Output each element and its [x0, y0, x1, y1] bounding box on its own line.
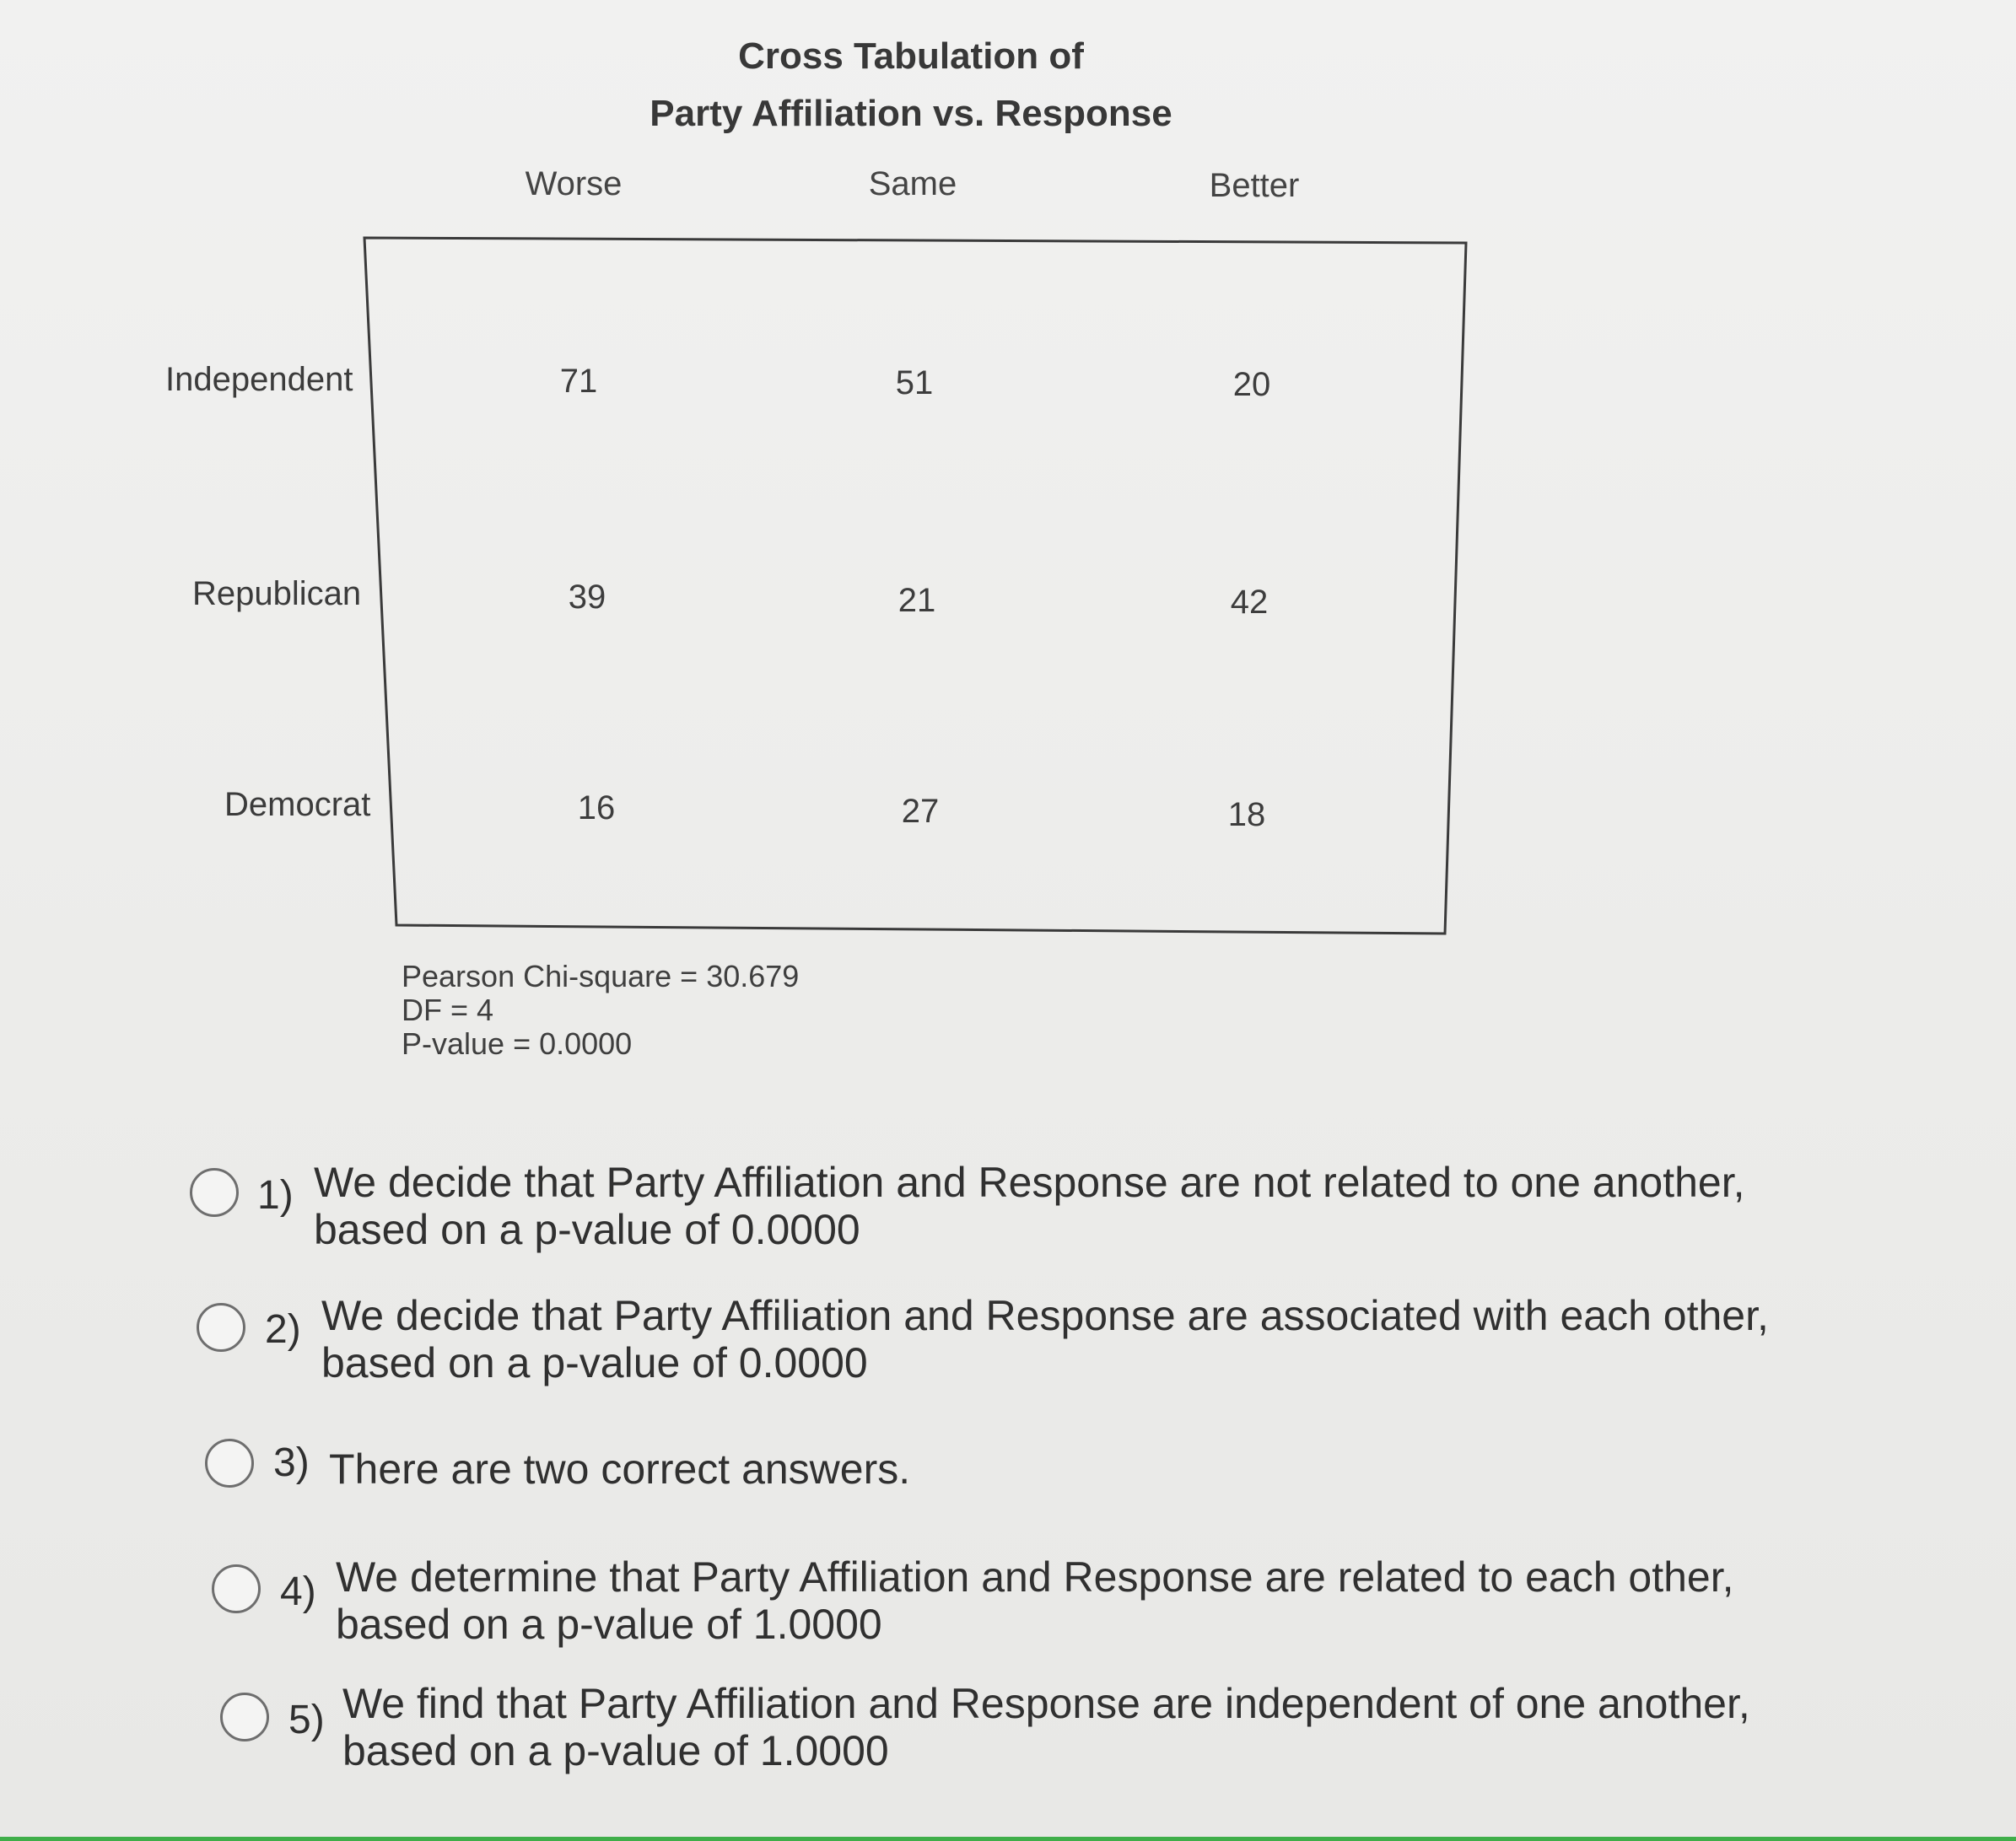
table-title-line-2: Party Affiliation vs. Response	[650, 93, 1172, 134]
option-number: 4)	[280, 1569, 316, 1614]
radio-button-option-1[interactable]	[190, 1168, 239, 1217]
cell-democrat-worse: 16	[577, 789, 616, 826]
p-value: P-value = 0.0000	[402, 1026, 633, 1061]
column-header-same: Same	[868, 165, 957, 202]
option-text: There are two correct answers.	[329, 1445, 911, 1493]
option-text: We find that Party Affiliation and Response are independent of one another, based on a p-value of 1.0000	[342, 1680, 1750, 1774]
radio-button-option-3[interactable]	[205, 1439, 254, 1488]
bottom-accent-line	[0, 1837, 2016, 1841]
column-header-worse: Worse	[525, 165, 623, 202]
degrees-of-freedom: DF = 4	[402, 993, 494, 1027]
cell-republican-same: 21	[897, 582, 936, 619]
cell-republican-worse: 39	[568, 579, 606, 616]
option-text: We decide that Party Affiliation and Response are associated with each other, based on a p-value of 0.0000	[321, 1292, 1769, 1386]
row-label-democrat: Democrat	[224, 786, 371, 823]
cell-democrat-same: 27	[901, 793, 940, 830]
cell-independent-better: 20	[1232, 366, 1271, 403]
option-number: 1)	[257, 1173, 294, 1218]
test-statistics	[402, 960, 799, 1061]
cell-democrat-better: 18	[1227, 796, 1266, 833]
radio-button-option-2[interactable]	[197, 1303, 245, 1352]
row-label-republican: Republican	[192, 575, 362, 612]
radio-button-option-5[interactable]	[220, 1693, 269, 1741]
cell-republican-better: 42	[1230, 584, 1269, 621]
radio-button-option-4[interactable]	[212, 1564, 261, 1613]
option-text: We decide that Party Affiliation and Response are not related to one another, based on a p-value of 0.0000	[314, 1159, 1745, 1253]
cell-independent-worse: 71	[559, 363, 598, 400]
option-number: 5)	[288, 1698, 325, 1742]
option-text: We determine that Party Affiliation and Response are related to each other, based on a p-value of 1.0000	[336, 1553, 1734, 1648]
table-title-line-1: Cross Tabulation of	[738, 35, 1084, 77]
option-number: 2)	[265, 1307, 301, 1352]
chi-square-value: Pearson Chi-square = 30.679	[402, 959, 800, 993]
cell-independent-same: 51	[895, 364, 934, 401]
row-label-independent: Independent	[165, 361, 353, 398]
column-header-better: Better	[1209, 167, 1300, 204]
option-number: 3)	[273, 1440, 310, 1485]
